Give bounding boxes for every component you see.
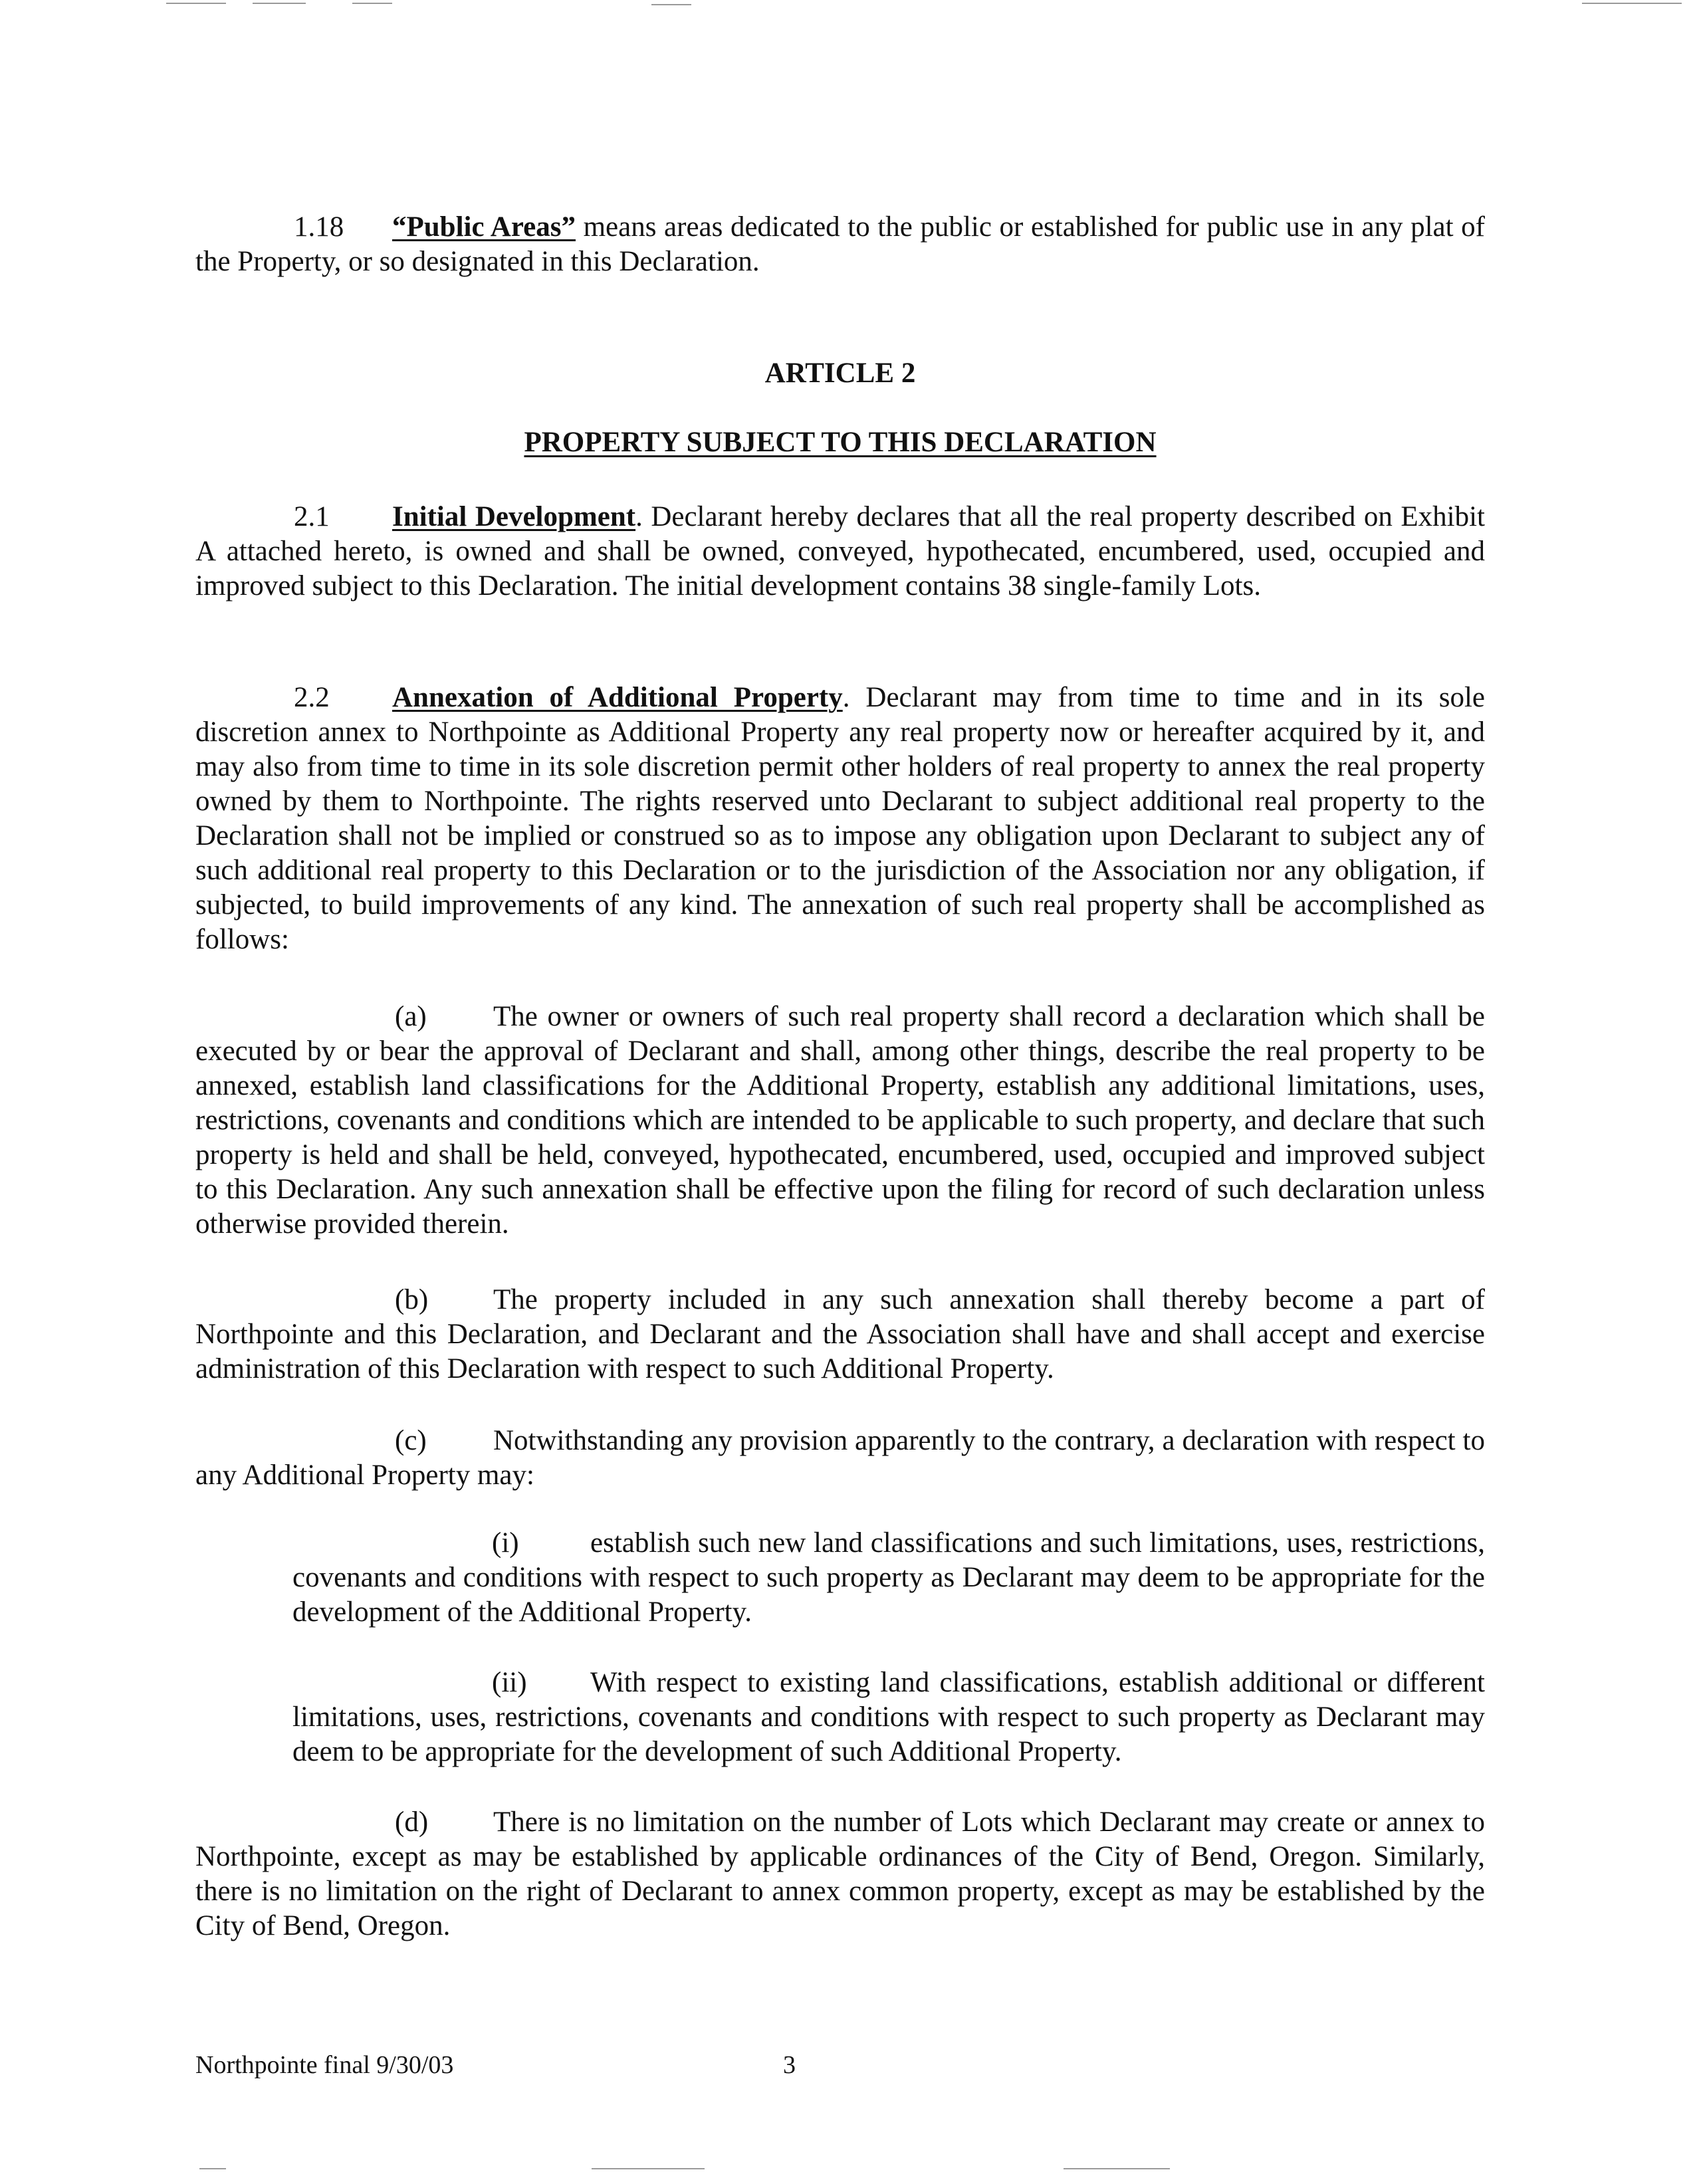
scan-artifact xyxy=(253,3,306,4)
footer-page-number: 3 xyxy=(783,2051,796,2079)
section-2-1 xyxy=(195,500,1485,603)
scan-artifact xyxy=(352,3,392,4)
subsection-label: (a) xyxy=(395,1001,427,1032)
section-1-18 xyxy=(195,210,1485,279)
subsection-label: (b) xyxy=(395,1284,429,1315)
scan-artifact xyxy=(1064,2168,1170,2169)
section-number: 1.18 xyxy=(294,211,344,243)
section-text: . Declarant hereby declares that all the real property described on Exhibit A attached hereto, is owned and shall be owned, conveyed, hypothecated, encumbered, used, occupied and improved subject to this Declaration. The initial development contains 38 single-family Lots. xyxy=(195,501,1485,601)
subsection-c xyxy=(195,1424,1485,1493)
subsection-text: There is no limitation on the number of Lots which Declarant may create or annex to Northpointe, except as may be established by applicable ordinances of the City of Bend, Oregon. Similarly, there is no limitation on the right of Declarant to annex common property, except as may be established by the City of Bend, Oregon. xyxy=(195,1806,1485,1941)
scan-artifact xyxy=(1582,3,1682,4)
subsection-c-ii xyxy=(292,1666,1485,1769)
section-heading: Initial Development xyxy=(392,501,636,532)
subsection-text: establish such new land classifications and such limitations, uses, restrictions, covenants and conditions with respect to such property as Declarant may deem to be appropriate for the development of the Additional Property. xyxy=(292,1527,1485,1628)
section-number: 2.2 xyxy=(294,682,330,713)
article-subtitle-text: PROPERTY SUBJECT TO THIS DECLARATION xyxy=(524,427,1157,458)
article-subtitle xyxy=(195,425,1485,460)
subsection-label: (ii) xyxy=(492,1667,527,1698)
subsection-a xyxy=(195,1000,1485,1242)
scan-artifact xyxy=(651,4,691,5)
footer-doc-label: Northpointe final 9/30/03 xyxy=(195,2051,454,2079)
subsection-label: (d) xyxy=(395,1806,429,1838)
section-text: means areas dedicated to the public or established for public use in any plat of the Property, or so designated in this Declaration. xyxy=(195,211,1485,277)
section-2-2 xyxy=(195,681,1485,957)
subsection-b xyxy=(195,1283,1485,1386)
article-title: ARTICLE 2 xyxy=(764,358,916,389)
subsection-label: (c) xyxy=(395,1425,427,1456)
section-text: . Declarant may from time to time and in its sole discretion annex to Northpointe as Additional Property any real property now or hereafter acquired by it, and may also from time to time in its sole discretion permit other holders of real property to annex the real property owned by them to Northpointe. The rights reserved unto Declarant to subject additional real property to the Declaration shall not be implied or construed so as to impose any obligation upon Declarant to subject any of such additional real property to this Declaration or to the jurisdiction of the Association nor any obligation, if subjected, to build improvements of any kind. The annexation of such real property shall be accomplished as follows: xyxy=(195,682,1486,955)
scan-artifact xyxy=(199,2168,226,2169)
subsection-c-i xyxy=(292,1526,1485,1630)
subsection-text: The owner or owners of such real property shall record a declaration which shall be executed by or bear the approval of Declarant and shall, among other things, describe the real property to be annexed, establish land classifications for the Additional Property, establish any additional limitations, uses, restrictions, covenants and conditions which are intended to be applicable to such property, and declare that such property is held and shall be held, conveyed, hypothecated, encumbered, used, occupied and improved subject to this Declaration. Any such annexation shall be effective upon the filing for record of such declaration unless otherwise provided therein. xyxy=(195,1001,1485,1240)
scan-artifact xyxy=(166,3,226,4)
section-heading: Annexation of Additional Property xyxy=(392,682,843,713)
defined-term: “Public Areas” xyxy=(392,211,576,243)
subsection-label: (i) xyxy=(492,1527,519,1559)
subsection-d xyxy=(195,1805,1485,1943)
subsection-text: With respect to existing land classifications, establish additional or different limitations, uses, restrictions, covenants and conditions with respect to such property as Declarant may deem to be appropriate for the development of such Additional Property. xyxy=(292,1667,1485,1767)
scan-artifact xyxy=(592,2168,705,2169)
section-number: 2.1 xyxy=(294,501,330,532)
subsection-text: The property included in any such annexation shall thereby become a part of Northpointe and this Declaration, and Declarant and the Association shall have and shall accept and exercise administration of this Declaration with respect to such Additional Property. xyxy=(195,1284,1485,1384)
subsection-text: Notwithstanding any provision apparently to the contrary, a declaration with respect to any Additional Property may: xyxy=(195,1425,1485,1491)
